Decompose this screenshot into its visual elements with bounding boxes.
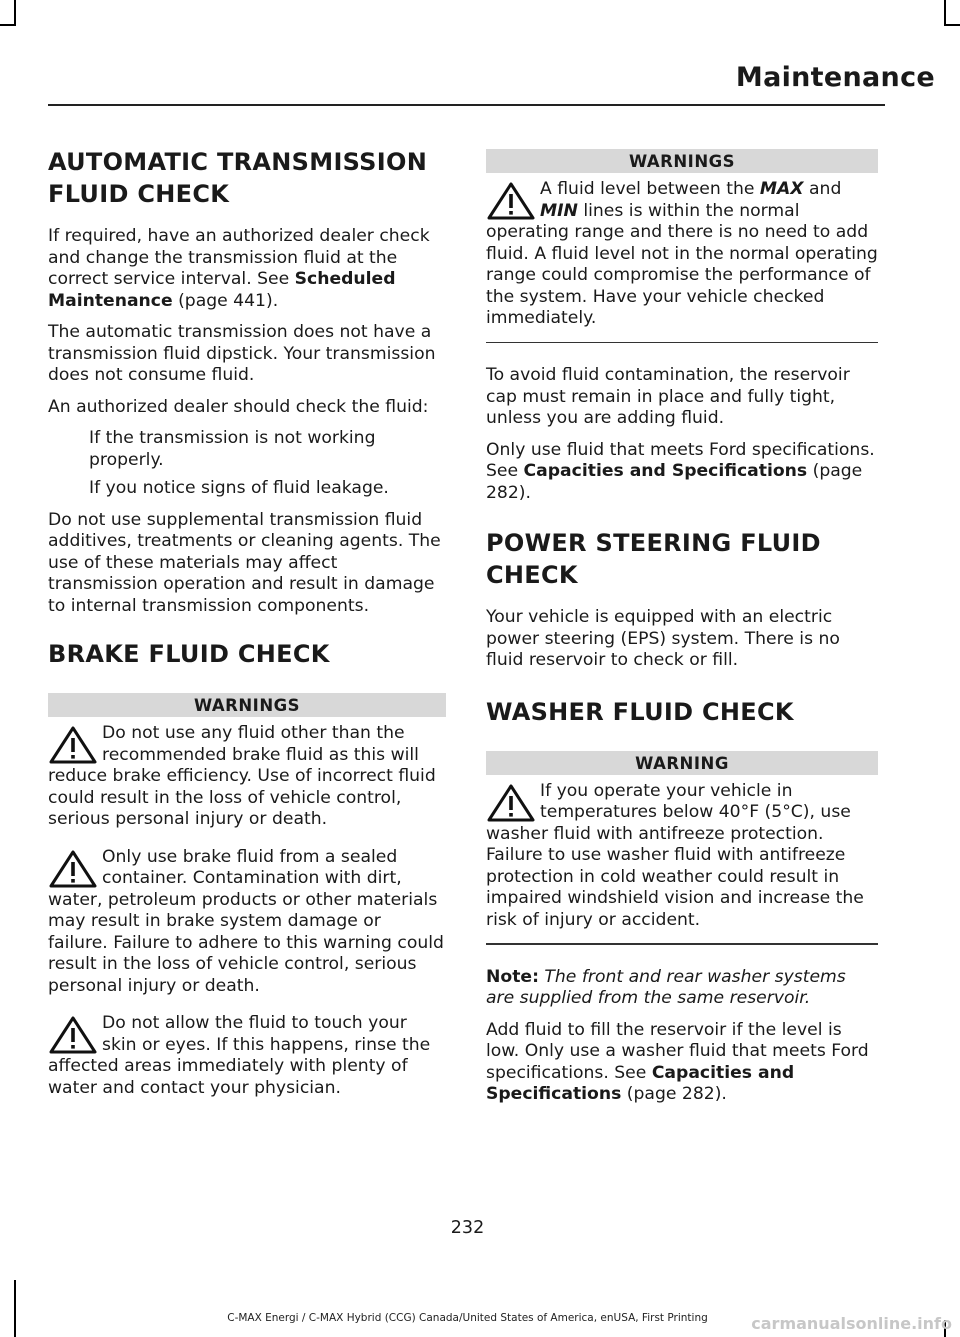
- warning-triangle-icon: [48, 725, 98, 765]
- warning-triangle-icon: [48, 849, 98, 889]
- section-title-line-2: FLUID CHECK: [48, 180, 230, 208]
- warnings-header: WARNINGS: [48, 693, 446, 717]
- header-rule: [48, 104, 885, 106]
- list-item-text: If the transmission is not working properly.: [89, 428, 376, 470]
- note-text: The front and rear washer systems are supplied from the same reservoir.: [486, 966, 846, 1008]
- warning-text: A fluid level between the: [540, 179, 760, 199]
- warning-rule: [486, 943, 878, 945]
- warning-item: [486, 781, 878, 932]
- max-label: MAX: [759, 179, 804, 199]
- section-title-transmission: [48, 147, 446, 209]
- section-title-washer-fluid: WASHER FLUID CHECK: [486, 697, 794, 726]
- paragraph: The automatic transmission does not have a transmission fluid dipstick. Your transmission does not consume fluid.: [48, 322, 436, 385]
- text: (page 441).: [172, 290, 279, 311]
- warning-triangle-icon: [486, 783, 536, 823]
- text: (page 282).: [621, 1084, 727, 1104]
- crop-mark-top-left: [14, 0, 16, 26]
- warning-text: Do not use any fluid other than the recommended brake fluid as this will reduce brake efficiency. Use of incorrect fluid could result in the loss of vehicle control, serious personal injury or death.: [48, 723, 436, 829]
- warning-item: [48, 847, 446, 998]
- link-capacities-specifications[interactable]: Capacities and Specifications: [523, 461, 808, 481]
- warning-header: WARNING: [486, 751, 878, 775]
- paragraph: Your vehicle is equipped with an electric power steering (EPS) system. There is no fluid reservoir to check or fill.: [486, 607, 840, 670]
- paragraph: Do not use supplemental transmission fluid additives, treatments or cleaning agents. The use of these materials may affect transmission operation and result in damage to internal transmission components.: [48, 509, 441, 616]
- footer-text: C-MAX Energi / C-MAX Hybrid (CCG) Canada/United States of America, enUSA, First Printing: [227, 1312, 708, 1324]
- warning-rule: [486, 342, 878, 344]
- paragraph: To avoid fluid contamination, the reservoir cap must remain in place and fully tight, unless you are adding fluid.: [486, 365, 850, 428]
- warning-item: [486, 179, 878, 330]
- paragraph: [486, 440, 878, 505]
- section-title-power-steering: [486, 528, 878, 590]
- list-item: [48, 478, 446, 500]
- warning-text: Do not allow the fluid to touch your skin or eyes. If this happens, rinse the affected areas immediately with plenty of water and contact your physician.: [48, 1013, 431, 1098]
- crop-mark-top-left-h: [0, 24, 16, 26]
- list-item: [48, 428, 446, 471]
- note: [486, 967, 878, 1010]
- page-header-title: Maintenance: [735, 62, 935, 93]
- section-title-brake-fluid: BRAKE FLUID CHECK: [48, 640, 330, 668]
- note-label: Note:: [486, 966, 539, 987]
- text: If required, have an authorized dealer check and change the transmission fluid at the correct service interval. See: [48, 226, 430, 289]
- left-column: [48, 140, 446, 1107]
- text: (page 282).: [486, 461, 863, 503]
- paragraph: An authorized dealer should check the fluid:: [48, 396, 429, 417]
- text: Add fluid to fill the reservoir if the level is low. Only use a washer fluid that meets Ford specifications. See: [486, 1019, 869, 1083]
- warning-triangle-icon: [486, 181, 536, 221]
- list-item-text: If you notice signs of fluid leakage.: [89, 478, 389, 498]
- crop-mark-bottom-left: [14, 1280, 16, 1337]
- warning-item: [48, 723, 446, 831]
- warning-text: lines is within the normal operating range and there is no need to add fluid. A fluid level not in the normal operating range could compromise the performance of the system. Have your vehicle checked immediately.: [486, 200, 878, 328]
- warning-text: Only use brake fluid from a sealed container. Contamination with dirt, water, petroleum products or other materials may result in brake system damage or failure. Failure to adhere to this warning could result in the loss of vehicle control, serious personal injury or death.: [48, 846, 444, 996]
- section-title-line-2: CHECK: [486, 561, 578, 589]
- watermark: carmanualsonline.info: [751, 1314, 952, 1333]
- warning-text: and: [803, 179, 842, 199]
- min-label: MIN: [540, 200, 578, 221]
- warning-triangle-icon: [48, 1015, 98, 1055]
- link-capacities-specifications[interactable]: Capacities and Specifications: [486, 1062, 795, 1104]
- warning-item: [48, 1013, 446, 1099]
- bullet-list: [48, 428, 446, 500]
- right-column: [486, 149, 878, 1116]
- link-scheduled-maintenance[interactable]: Scheduled Maintenance: [48, 269, 396, 311]
- warnings-header: WARNINGS: [486, 149, 878, 173]
- paragraph: [48, 226, 446, 312]
- crop-mark-top-right: [944, 0, 946, 26]
- section-title-line-1: POWER STEERING FLUID: [486, 529, 821, 557]
- page-number: 232: [450, 1218, 485, 1238]
- text: Only use fluid that meets Ford specifications. See: [486, 439, 875, 481]
- section-title-line-1: AUTOMATIC TRANSMISSION: [48, 148, 428, 176]
- paragraph: [486, 1020, 878, 1106]
- warning-text: If you operate your vehicle in temperatures below 40°F (5°C), use washer fluid with antifreeze protection. Failure to use washer fluid with antifreeze protection in cold weather could result in impaired windshield vision and increase the risk of injury or accident.: [486, 780, 864, 930]
- crop-mark-top-right-h: [944, 24, 960, 26]
